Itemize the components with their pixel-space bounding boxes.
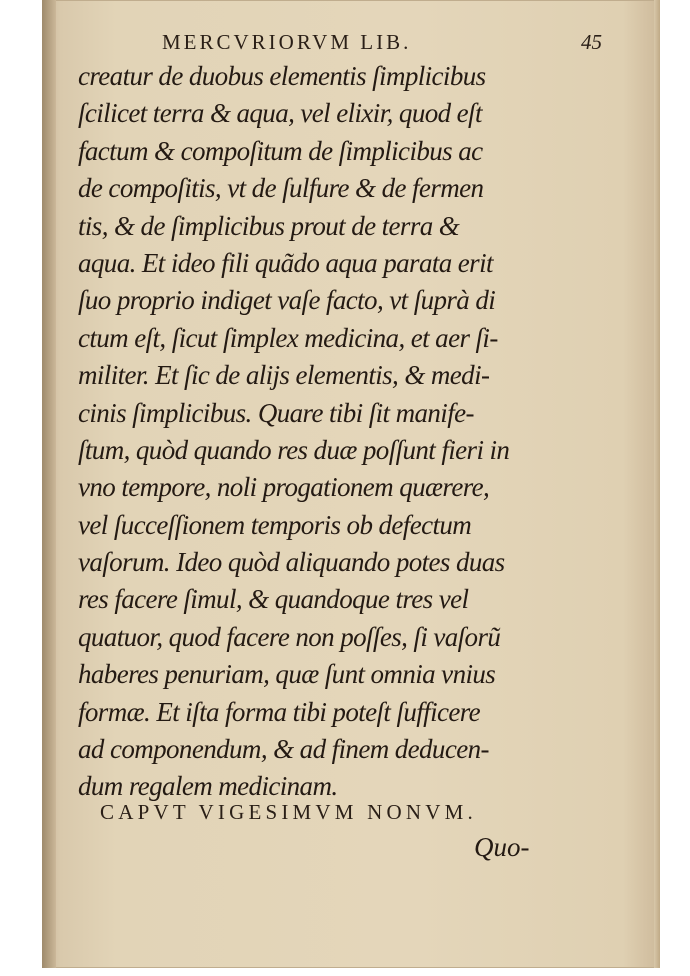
text-line: ſuo proprio indiget vaſe facto, vt ſuprà di xyxy=(78,285,496,316)
text-line: vaſorum. Ideo quòd aliquando potes duas xyxy=(78,547,505,578)
text-line: dum regalem medicinam. xyxy=(78,771,338,802)
running-title: MERCVRIORVM LIB. xyxy=(162,30,412,54)
text-line: tis, & de ſimplicibus prout de terra & xyxy=(78,210,460,241)
book-page xyxy=(42,0,660,968)
chapter-heading: CAPVT VIGESIMVM NONVM. xyxy=(100,800,477,824)
page-number: 45 xyxy=(581,30,602,54)
text-line: vno tempore, noli progationem quærere, xyxy=(78,472,490,503)
text-line: haberes penuriam, quæ ſunt omnia vnius xyxy=(78,659,496,690)
page-gutter xyxy=(42,0,56,968)
text-line: creatur de duobus elementis ſimplicibus xyxy=(78,61,486,91)
catchword: Quo- xyxy=(474,832,530,862)
text-line: ad componendum, & ad finem deducen- xyxy=(78,734,489,765)
text-line: formæ. Et iſta forma tibi poteſt ſufficere xyxy=(78,696,481,727)
text-line: res facere ſimul, & quandoque tres vel xyxy=(78,584,469,615)
page-header xyxy=(162,30,602,60)
body-text xyxy=(78,58,618,806)
text-line: ſtum, quòd quando res duæ poſſunt fieri in xyxy=(78,434,510,465)
text-line: factum & compoſitum de ſimplicibus ac xyxy=(78,135,483,166)
text-line: quatuor, quod facere non poſſes, ſi vaſorũ xyxy=(78,621,501,652)
text-line: ctum eſt, ſicut ſimplex medicina, et aer ſi- xyxy=(78,322,498,353)
text-line: aqua. Et ideo fili quãdo aqua parata erit xyxy=(78,247,493,278)
text-line: cinis ſimplicibus. Quare tibi ſit manife- xyxy=(78,397,474,428)
text-line: militer. Et ſic de alijs elementis, & medi- xyxy=(78,360,490,391)
text-line: ſcilicet terra & aqua, vel elixir, quod eſt xyxy=(78,98,482,129)
text-line: vel ſucceſſionem temporis ob defectum xyxy=(78,509,472,540)
text-line: de compoſitis, vt de ſulfure & de fermen xyxy=(78,173,484,204)
page-edge xyxy=(654,0,660,968)
